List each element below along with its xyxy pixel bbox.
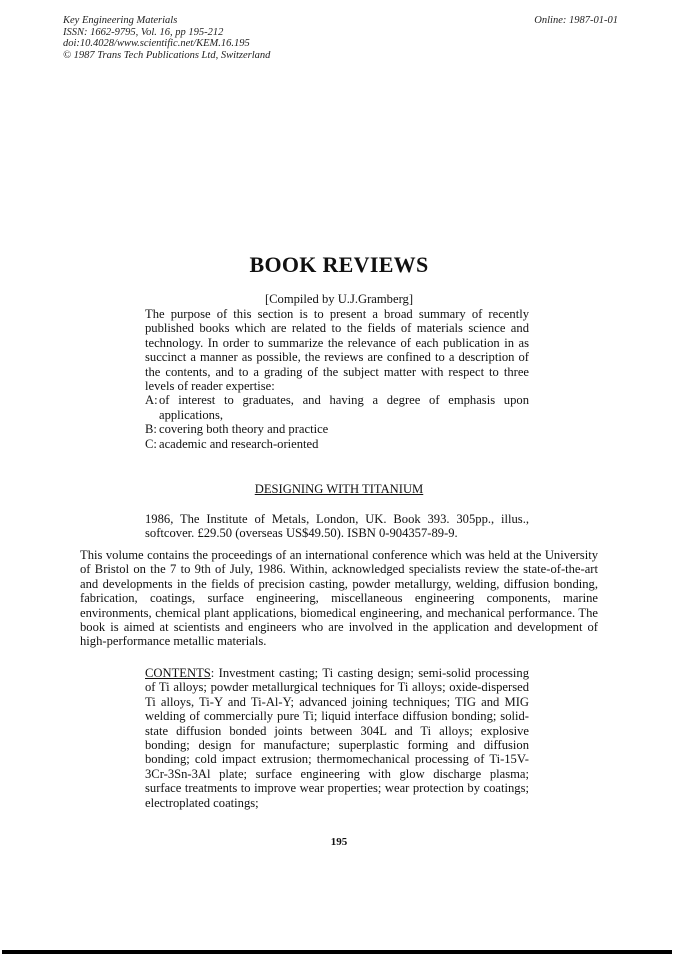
level-key: A: (145, 393, 158, 408)
footer-rule (2, 950, 672, 954)
compiled-by: [Compiled by U.J.Gramberg] (264, 292, 414, 306)
level-item-b (145, 422, 529, 436)
intro-paragraph: The purpose of this section is to present a broad summary of recently published books which are related to the fields of materials science and technology. In order to summarize the relevance of each publication in as succinct a manner as possible, the reviews are confined to a description of the contents, and to a grading of the subject matter with respect to three levels of reader expertise: (145, 307, 529, 394)
level-text: academic and research-oriented (159, 436, 319, 451)
journal-name: Key Engineering Materials (63, 15, 178, 26)
level-item-a (145, 393, 529, 422)
review-description: This volume contains the proceedings of an international conference which was held at the University of Bristol on the 7 to 9th of July, 1986. Within, acknowledged specialists review the state-of-the-art and developments in the fields of precision casting, powder metallurgy, welding, diffusion bonding, fabrication, coatings, surface engineering, miscellaneous engineering components, marine environments, chemical plant applications, biomedical engineering, and mechanical performance. The book is aimed at scientists and engineers who are involved in the application and development of high-performance metallic materials. (80, 548, 598, 649)
publication-info: 1986, The Institute of Metals, London, UK. Book 393. 305pp., illus., softcover. £29.50 (overseas US$49.50). ISBN 0-904357-89-9. (145, 512, 529, 541)
level-key: B: (145, 422, 157, 437)
online-date: Online: 1987-01-01 (534, 15, 618, 26)
contents-label: CONTENTS (145, 666, 211, 680)
level-text: of interest to graduates, and having a degree of emphasis upon applications, (159, 393, 529, 422)
level-item-c (145, 437, 529, 451)
intro-block (145, 307, 529, 451)
doi-line: doi:10.4028/www.scientific.net/KEM.16.195 (63, 38, 250, 50)
contents-text: : Investment casting; Ti casting design; semi-solid processing of Ti alloys; powder metallurgical techniques for Ti alloys; oxide-dispersed Ti alloys, Ti-Y and Ti-Al-Y; advanced joining techniques; TIG and MIG welding of commercially pure Ti; liquid interface diffusion bonding; solid-state diffusion bonded joints between 304L and Ti alloys; explosive bonding; design for manufacture; superplastic forming and diffusion bonding; cold impact extrusion; thermomechanical processing of Ti-15V-3Cr-3Sn-3Al plate; surface engineering with glow discharge plasma; surface treatments to improve wear properties; wear protection by coatings; electroplated coatings; (145, 666, 529, 810)
level-key: C: (145, 436, 157, 451)
journal-metadata (63, 15, 270, 61)
level-text: covering both theory and practice (159, 422, 329, 437)
contents-block (145, 666, 529, 810)
section-title: BOOK REVIEWS (249, 252, 429, 277)
copyright-line: © 1987 Trans Tech Publications Ltd, Switzerland (63, 49, 271, 61)
issn-line: ISSN: 1662-9795, Vol. 16, pp 195-212 (63, 26, 224, 38)
review-title: DESIGNING WITH TITANIUM (254, 482, 424, 496)
page-number: 195 (330, 836, 348, 848)
